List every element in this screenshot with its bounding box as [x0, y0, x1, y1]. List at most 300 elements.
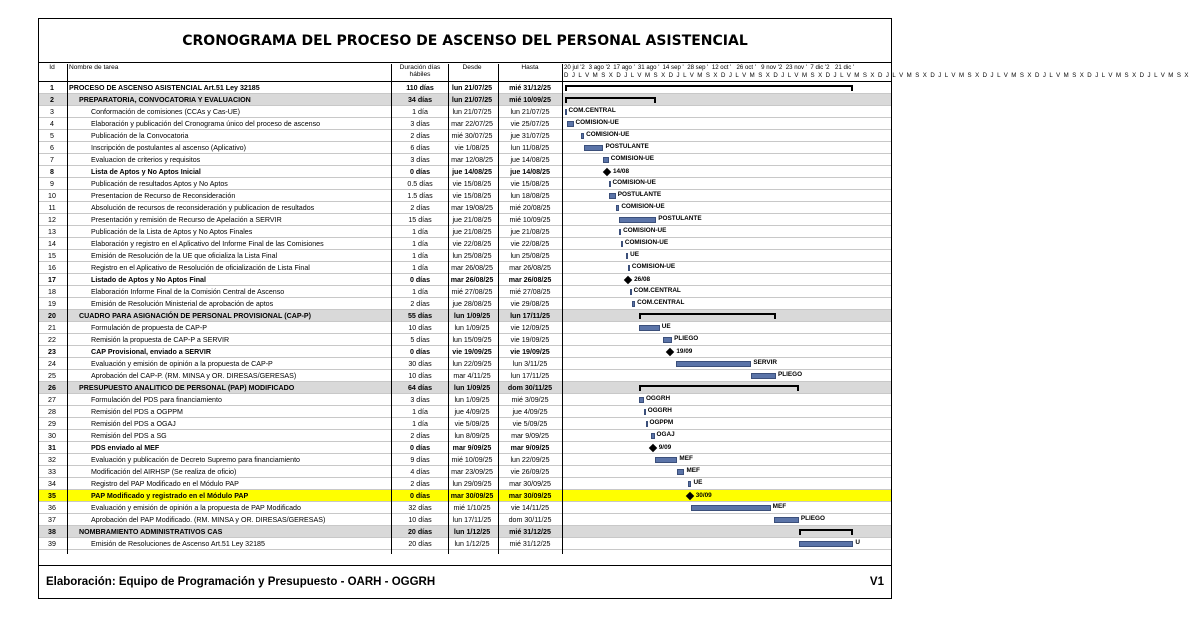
task-end: mié 31/12/25 — [509, 528, 551, 536]
resource-label: COMISION-UE — [623, 227, 667, 234]
resource-label: OGPPM — [649, 419, 674, 426]
resource-label: COMISION-UE — [612, 179, 656, 186]
task-duration: 10 días — [408, 372, 432, 380]
task-end: lun 25/08/25 — [510, 252, 550, 260]
task-name: Remisión del PDS a OGPPM — [91, 408, 183, 416]
resource-label: COM.CENTRAL — [637, 299, 685, 306]
timescale-week: 21 dic ' — [835, 64, 855, 71]
summary-bar — [565, 85, 854, 87]
task-end: vie 22/08/25 — [510, 240, 550, 248]
task-id: 9 — [50, 180, 54, 188]
task-start: vie 15/08/25 — [452, 180, 492, 188]
task-duration: 20 días — [407, 528, 433, 536]
task-id: 23 — [48, 348, 56, 356]
task-start: lun 29/09/25 — [452, 480, 492, 488]
task-end: vie 26/09/25 — [510, 468, 550, 476]
summary-cap — [639, 385, 641, 391]
task-name: NOMBRAMIENTO ADMINISTRATIVOS CAS — [79, 528, 223, 536]
task-end: mié 27/08/25 — [509, 288, 551, 296]
task-id: 13 — [48, 228, 56, 236]
resource-label: SERVIR — [753, 359, 777, 366]
task-duration: 2 días — [410, 480, 430, 488]
milestone-diamond — [603, 168, 611, 176]
timescale-week: 20 jul '2 — [564, 64, 585, 71]
task-duration: 1 día — [412, 240, 428, 248]
task-bar[interactable] — [632, 301, 636, 307]
task-end: lun 17/11/25 — [510, 372, 550, 380]
task-duration: 1.5 días — [407, 192, 433, 200]
resource-label: MEF — [686, 467, 700, 474]
resource-label: COM.CENTRAL — [568, 107, 616, 114]
resource-label: COMISION-UE — [621, 203, 665, 210]
task-end: mié 10/09/25 — [509, 96, 551, 104]
task-name: Aprobación del CAP-P. (RM. MINSA y OR. DIRESAS/GERESAS) — [91, 372, 297, 380]
task-id: 10 — [48, 192, 56, 200]
task-start: mar 19/08/25 — [451, 204, 493, 212]
task-name: Publicación de la Lista de Aptos y No Aptos Finales — [91, 228, 253, 236]
task-bar[interactable] — [584, 145, 603, 151]
task-id: 27 — [48, 396, 56, 404]
task-start: mié 1/10/25 — [453, 504, 491, 512]
task-id: 5 — [50, 132, 54, 140]
task-duration: 4 días — [410, 468, 430, 476]
task-id: 30 — [48, 432, 56, 440]
summary-bar — [639, 385, 799, 387]
task-start: lun 1/12/25 — [454, 540, 490, 548]
task-name: CAP Provisional, enviado a SERVIR — [91, 348, 211, 356]
task-duration: 2 días — [410, 300, 430, 308]
summary-cap — [565, 85, 567, 91]
task-duration: 1 día — [412, 264, 428, 272]
task-start: lun 1/09/25 — [454, 324, 490, 332]
milestone-diamond — [685, 492, 693, 500]
resource-label: COMISION-UE — [575, 119, 619, 126]
task-start: vie 22/08/25 — [452, 240, 492, 248]
task-start: lun 21/07/25 — [451, 84, 493, 92]
task-name: Remisión la propuesta de CAP-P a SERVIR — [91, 336, 230, 344]
task-bar[interactable] — [565, 109, 567, 115]
task-start: vie 19/09/25 — [452, 348, 492, 356]
task-id: 20 — [48, 312, 56, 320]
resource-label: COMISION-UE — [624, 239, 669, 246]
task-name: Registro en el Aplicativo de Resolución de oficialización de Lista Final — [91, 264, 310, 272]
task-duration: 55 días — [407, 312, 433, 320]
task-start: lun 15/09/25 — [452, 336, 492, 344]
task-duration: 9 días — [410, 456, 430, 464]
task-end: mar 30/09/25 — [509, 480, 551, 488]
task-end: mar 26/08/25 — [509, 264, 551, 272]
task-start: mar 12/08/25 — [451, 156, 493, 164]
task-start: lun 1/09/25 — [453, 312, 491, 320]
col-header-start: Desde — [462, 64, 482, 71]
task-duration: 2 días — [410, 432, 430, 440]
task-bar[interactable] — [630, 289, 632, 295]
timescale-week: 28 sep ' — [687, 64, 709, 71]
task-name: Elaboración Informe Final de la Comisión Central de Ascenso — [91, 288, 285, 296]
resource-label: MEF — [679, 455, 693, 462]
timescale-week: 14 sep ' — [662, 64, 684, 71]
task-bar[interactable] — [774, 517, 799, 523]
task-id: 33 — [48, 468, 56, 476]
task-start: lun 21/07/25 — [452, 108, 492, 116]
task-id: 35 — [48, 492, 56, 500]
task-id: 37 — [48, 516, 56, 524]
task-name: Emisión de Resolución de la UE que oficializa la Lista Final — [91, 252, 278, 260]
task-end: jue 31/07/25 — [510, 132, 550, 140]
task-id: 24 — [48, 360, 56, 368]
task-start: vie 5/09/25 — [454, 420, 490, 428]
task-end: mié 3/09/25 — [511, 396, 549, 404]
task-end: dom 30/11/25 — [507, 384, 553, 392]
task-duration: 64 días — [407, 384, 433, 392]
task-start: mié 27/08/25 — [451, 288, 493, 296]
version-label: V1 — [869, 576, 884, 588]
task-duration: 1 día — [412, 252, 428, 260]
task-start: vie 15/08/25 — [452, 192, 492, 200]
task-duration: 3 días — [410, 120, 430, 128]
milestone-diamond — [624, 276, 632, 284]
task-start: jue 28/08/25 — [452, 300, 492, 308]
task-start: lun 1/09/25 — [453, 384, 491, 392]
timescale-week: 31 ago ' — [637, 64, 660, 71]
timescale-days: D J L V M S X D J L V M S X D J L V M S X D J L V M S X D J L V M S X D J L V M S X D J L V M S X D J L V M S X D J L V M S X D J L V M S X D J L V M S X D J L V M S X — [564, 72, 1189, 79]
task-bar[interactable] — [609, 193, 616, 199]
task-id: 16 — [48, 264, 56, 272]
task-start: mié 10/09/25 — [451, 456, 493, 464]
task-start: jue 14/08/25 — [452, 168, 492, 176]
task-start: lun 21/07/25 — [451, 96, 493, 104]
resource-label: OGGRH — [647, 407, 672, 414]
task-start: mar 9/09/25 — [452, 444, 492, 452]
milestone-label: 9/09 — [658, 444, 672, 451]
milestone-diamond — [649, 444, 657, 452]
task-duration: 10 días — [408, 516, 432, 524]
task-name: PROCESO DE ASCENSO ASISTENCIAL Art.51 Ley 32185 — [69, 84, 260, 92]
gantt-timeline — [563, 64, 1189, 565]
col-header-id: Id — [49, 64, 55, 71]
summary-cap — [654, 97, 656, 103]
task-end: mar 30/09/25 — [508, 492, 552, 500]
task-end: lun 11/08/25 — [510, 144, 550, 152]
task-start: mié 30/07/25 — [451, 132, 493, 140]
task-name: Emisión de Resolución Ministerial de aprobación de aptos — [91, 300, 274, 308]
task-duration: 20 días — [408, 540, 432, 548]
task-end: mar 9/09/25 — [511, 432, 549, 440]
task-end: mié 10/09/25 — [509, 216, 551, 224]
summary-cap — [639, 313, 641, 319]
resource-label: POSTULANTE — [658, 215, 702, 222]
task-name: Publicación de la Convocatoria — [91, 132, 189, 140]
task-start: jue 4/09/25 — [454, 408, 490, 416]
task-end: lun 17/11/25 — [510, 312, 550, 320]
task-end: jue 14/08/25 — [510, 156, 550, 164]
task-id: 38 — [48, 528, 56, 536]
task-name: Inscripción de postulantes al ascenso (Aplicativo) — [91, 144, 246, 152]
task-id: 17 — [48, 276, 56, 284]
task-name: Evaluación y emisión de opinión a la propuesta de PAP Modificado — [91, 504, 301, 512]
task-bar[interactable] — [609, 181, 611, 187]
resource-label: COMISION-UE — [586, 131, 630, 138]
task-end: lun 22/09/25 — [510, 456, 550, 464]
resource-label: MEF — [772, 503, 787, 510]
task-id: 8 — [50, 168, 54, 176]
task-duration: 110 días — [406, 84, 434, 92]
summary-bar — [799, 529, 854, 531]
task-start: mar 4/11/25 — [453, 372, 491, 380]
task-end: dom 30/11/25 — [508, 516, 552, 524]
task-id: 7 — [50, 156, 54, 164]
summary-cap — [851, 85, 853, 91]
task-start: lun 1/12/25 — [453, 528, 491, 536]
task-name: PREPARATORIA, CONVOCATORIA Y EVALUACION — [79, 96, 251, 104]
task-id: 11 — [48, 204, 56, 212]
task-end: lun 21/07/25 — [510, 108, 550, 116]
resource-label: PLIEGO — [674, 335, 699, 342]
task-name: PRESUPUESTO ANALITICO DE PERSONAL (PAP) MODIFICADO — [79, 384, 295, 392]
col-header-duration: Duración días hábiles — [399, 64, 441, 78]
task-start: mar 26/08/25 — [450, 276, 494, 284]
timescale-week: 23 nov ' — [785, 64, 807, 71]
task-duration: 3 días — [410, 156, 430, 164]
task-bar[interactable] — [663, 337, 672, 343]
task-name: Registro del PAP Modificado en el Módulo PAP — [91, 480, 239, 488]
summary-cap — [799, 529, 801, 535]
resource-label: UE — [693, 479, 703, 486]
task-duration: 1 día — [412, 228, 428, 236]
task-end: mar 26/08/25 — [508, 276, 552, 284]
task-bar[interactable] — [621, 241, 623, 247]
resource-label: UE — [630, 251, 639, 258]
task-bar[interactable] — [691, 505, 770, 511]
task-end: mié 31/12/25 — [509, 540, 551, 548]
task-bar[interactable] — [603, 157, 608, 163]
task-name: Conformación de comisiones (CCAs y Cas-UE) — [91, 108, 241, 116]
resource-label: COMISION-UE — [610, 155, 655, 162]
task-end: lun 3/11/25 — [512, 360, 548, 368]
task-end: mar 9/09/25 — [510, 444, 550, 452]
task-id: 4 — [50, 120, 54, 128]
task-duration: 1 día — [412, 108, 428, 116]
timescale-week: 12 oct ' — [711, 64, 732, 71]
col-header-name: Nombre de tarea — [69, 64, 119, 71]
page-title: CRONOGRAMA DEL PROCESO DE ASCENSO DEL PERSONAL ASISTENCIAL — [39, 19, 891, 63]
task-start: mar 30/09/25 — [450, 492, 494, 500]
task-id: 3 — [50, 108, 54, 116]
milestone-label: 26/08 — [634, 276, 651, 283]
task-bar[interactable] — [619, 229, 621, 235]
task-duration: 0 días — [409, 276, 431, 284]
task-name: Emisión de Resoluciones de Ascenso Art.51 Ley 32185 — [91, 540, 265, 548]
task-bar[interactable] — [676, 361, 752, 367]
resource-label: PLIEGO — [777, 371, 803, 378]
resource-label: U — [855, 539, 861, 546]
summary-cap — [565, 97, 567, 103]
task-duration: 2 días — [410, 204, 430, 212]
milestone-label: 14/08 — [613, 168, 629, 175]
timescale-week: 17 ago ' — [613, 64, 635, 71]
task-name: Remisión del PDS a OGAJ — [91, 420, 176, 428]
task-start: mar 22/07/25 — [451, 120, 493, 128]
task-end: vie 14/11/25 — [510, 504, 550, 512]
task-bar[interactable] — [677, 469, 684, 475]
task-name: Formulación de propuesta de CAP-P — [91, 324, 207, 332]
task-start: vie 1/08/25 — [454, 144, 490, 152]
task-end: mié 31/12/25 — [509, 84, 551, 92]
task-bar[interactable] — [646, 421, 648, 427]
task-name: Absolución de recursos de reconsideración y publicacion de resultados — [91, 204, 315, 212]
task-duration: 0 días — [409, 444, 431, 452]
timescale-week: 7 dic '2 — [810, 64, 830, 71]
footer-credit: Elaboración: Equipo de Programación y Presupuesto - OARH - OGGRH — [46, 576, 436, 588]
task-duration: 1 día — [412, 288, 428, 296]
task-id: 36 — [48, 504, 56, 512]
task-name: CUADRO PARA ASIGNACIÓN DE PERSONAL PROVISIONAL (CAP-P) — [79, 312, 312, 320]
task-start: mar 26/08/25 — [451, 264, 493, 272]
task-name: Evaluación y publicación de Decreto Supremo para financiamiento — [91, 456, 300, 464]
task-name: Publicación de resultados Aptos y No Aptos — [91, 180, 228, 188]
task-name: PDS enviado al MEF — [91, 444, 160, 452]
task-id: 29 — [48, 420, 56, 428]
task-start: mar 23/09/25 — [451, 468, 493, 476]
task-duration: 34 días — [407, 96, 433, 104]
task-end: vie 12/09/25 — [510, 324, 550, 332]
task-start: jue 21/08/25 — [452, 228, 492, 236]
task-duration: 15 días — [408, 216, 432, 224]
task-end: vie 5/09/25 — [512, 420, 548, 428]
resource-label: POSTULANTE — [605, 143, 649, 150]
task-name: Presentacion de Recurso de Reconsideración — [91, 192, 236, 200]
timescale-week: 9 nov '2 — [761, 64, 783, 71]
task-bar[interactable] — [644, 409, 646, 415]
task-name: Evaluación y emisión de opinión a la propuesta de CAP-P — [91, 360, 273, 368]
task-start: jue 21/08/25 — [452, 216, 492, 224]
task-bar[interactable] — [655, 457, 678, 463]
col-header-end: Hasta — [521, 64, 539, 71]
task-duration: 0 días — [409, 348, 431, 356]
task-bar[interactable] — [581, 133, 585, 139]
task-id: 25 — [48, 372, 56, 380]
task-end: vie 15/08/25 — [510, 180, 550, 188]
summary-bar — [639, 313, 776, 315]
task-name: Elaboración y publicación del Cronograma único del proceso de ascenso — [91, 120, 321, 128]
task-id: 39 — [48, 540, 56, 548]
resource-label: OGGRH — [645, 395, 671, 402]
task-id: 12 — [48, 216, 56, 224]
resource-label: COM.CENTRAL — [633, 287, 681, 294]
task-id: 28 — [48, 408, 56, 416]
task-start: lun 8/09/25 — [454, 432, 490, 440]
task-name: Presentación y remisión de Recurso de Apelación a SERVIR — [91, 216, 282, 224]
task-id: 19 — [48, 300, 56, 308]
timescale-week: 26 oct ' — [736, 64, 756, 71]
task-end: jue 4/09/25 — [512, 408, 548, 416]
task-name: Elaboración y registro en el Aplicativo del Informe Final de las Comisiones — [91, 240, 324, 248]
task-start: lun 22/09/25 — [452, 360, 492, 368]
task-duration: 10 días — [408, 324, 432, 332]
task-duration: 0 días — [409, 168, 431, 176]
task-end: mié 20/08/25 — [509, 204, 551, 212]
resource-label: COMISION-UE — [631, 263, 676, 270]
task-name: PAP Modificado y registrado en el Módulo PAP — [91, 492, 249, 500]
task-end: jue 21/08/25 — [510, 228, 550, 236]
task-id: 18 — [48, 288, 56, 296]
task-start: lun 1/09/25 — [454, 396, 490, 404]
footer — [39, 565, 891, 598]
task-name: Remisión del PDS a SG — [91, 432, 167, 440]
summary-bar — [565, 97, 657, 99]
summary-cap — [851, 529, 853, 535]
task-id: 22 — [48, 336, 56, 344]
task-duration: 6 días — [410, 144, 430, 152]
task-name: Listado de Aptos y No Aptos Final — [91, 276, 206, 284]
schedule-frame — [38, 18, 1189, 599]
task-name: Aprobación del PAP Modificado. (RM. MINSA y OR. DIRESAS/GERESAS) — [91, 516, 326, 524]
task-bar[interactable] — [639, 325, 660, 331]
task-end: jue 14/08/25 — [510, 168, 550, 176]
summary-cap — [774, 313, 776, 319]
summary-cap — [797, 385, 799, 391]
task-id: 2 — [50, 96, 54, 104]
task-name: Lista de Aptos y No Aptos Inicial — [91, 168, 201, 176]
task-id: 1 — [50, 84, 54, 92]
task-end: vie 29/08/25 — [510, 300, 550, 308]
milestone-diamond — [666, 348, 674, 356]
task-bar[interactable] — [751, 373, 776, 379]
task-duration: 0.5 días — [407, 180, 433, 188]
task-bar[interactable] — [616, 205, 620, 211]
task-id: 14 — [48, 240, 56, 248]
task-id: 15 — [48, 252, 56, 260]
timescale-week: 3 ago '2 — [588, 64, 611, 71]
task-id: 32 — [48, 456, 56, 464]
milestone-label: 19/09 — [676, 348, 693, 355]
task-bar[interactable] — [628, 265, 630, 271]
task-duration: 0 días — [409, 492, 431, 500]
task-duration: 5 días — [410, 336, 430, 344]
task-name: Modificación del AIRHSP (Se realiza de oficio) — [91, 468, 237, 476]
task-bar[interactable] — [567, 121, 574, 127]
task-id: 34 — [48, 480, 56, 488]
task-duration: 32 días — [408, 504, 432, 512]
milestone-label: 30/09 — [695, 492, 712, 499]
task-end: vie 19/09/25 — [510, 336, 550, 344]
task-duration: 3 días — [410, 396, 430, 404]
task-duration: 2 días — [410, 132, 430, 140]
task-bar[interactable] — [799, 541, 854, 547]
task-start: lun 25/08/25 — [452, 252, 492, 260]
task-end: vie 25/07/25 — [510, 120, 550, 128]
task-id: 21 — [48, 324, 56, 332]
resource-label: PLIEGO — [800, 515, 825, 522]
resource-label: POSTULANTE — [617, 191, 662, 198]
task-bar[interactable] — [626, 253, 628, 259]
resource-label: UE — [661, 323, 671, 330]
task-name: Evaluacion de criterios y requisitos — [91, 156, 201, 164]
gantt-chart — [39, 64, 1189, 565]
task-id: 26 — [48, 384, 56, 392]
task-end: vie 19/09/25 — [510, 348, 550, 356]
task-id: 6 — [50, 144, 54, 152]
task-bar[interactable] — [639, 397, 644, 403]
task-bar[interactable] — [619, 217, 656, 223]
task-duration: 1 día — [412, 420, 428, 428]
task-end: lun 18/08/25 — [510, 192, 550, 200]
task-bar[interactable] — [688, 481, 692, 487]
resource-label: OGAJ — [656, 431, 675, 438]
task-bar[interactable] — [651, 433, 655, 439]
task-duration: 30 días — [408, 360, 432, 368]
task-start: lun 17/11/25 — [452, 516, 492, 524]
